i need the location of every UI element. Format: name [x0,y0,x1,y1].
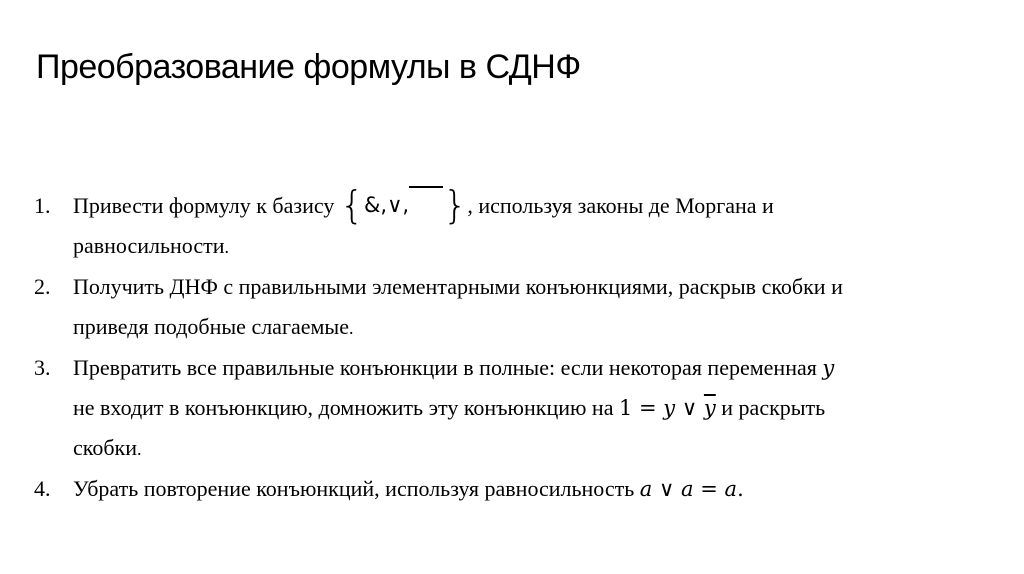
basis-close-brace: } [443,182,468,227]
variable-y: y [822,356,835,380]
formula-y: y [663,396,676,420]
item-4-text: Убрать повторение конъюнкций, используя равносильность [73,476,640,501]
item-text [73,182,994,267]
item-number: 4. [34,476,51,501]
basis-operations: &,∨, [364,192,410,217]
item-number: 3. [34,355,51,380]
item-3-line-2: не входит в конъюнкцию, домножить эту конъюнкцию на [73,395,619,420]
slide-title: Преобразование формулы в СДНФ [36,48,581,86]
formula-y-negated: $\overline{y}$ [703,396,716,420]
basis-open-brace: { [339,182,365,227]
formula-a-1: a [639,477,653,501]
formula-or: ∨ [652,477,682,501]
item-2-period: . [348,318,354,338]
item-3-line-3: скобки [73,435,137,460]
formula-a-2: a [681,477,694,501]
item-text [73,267,994,348]
item-number: 2. [34,274,51,299]
item-1-text-start: Привести формулу к базису [73,193,340,218]
item-2-line-2: приведя подобные слагаемые [73,314,349,339]
formula-a-3: a [724,477,738,501]
item-1-text-end: , используя законы де Моргана и [467,193,774,218]
item-3-period: . [137,439,142,459]
formula-or: ∨ [675,396,704,420]
item-1-line-2: равносильности [73,233,225,258]
negation-bar-symbol [409,186,443,208]
item-number: 1. [34,193,51,218]
list-item-2 [34,267,994,348]
item-3-line-2-end: и раскрыть [715,395,826,420]
steps-list [34,182,994,509]
list-item-3 [34,348,994,469]
formula-one-equals: 1 = [618,396,664,420]
item-text [73,469,994,509]
list-item-1 [34,182,994,267]
formula-equals: = [693,477,725,501]
basis-set [340,183,467,225]
item-3-text: Превратить все правильные конъюнкции в полные: если некоторая переменная [73,355,823,380]
item-4-period: . [737,477,744,501]
item-2-text: Получить ДНФ с правильными элементарными конъюнкциями, раскрыв скобки и [73,274,843,299]
list-item-4 [34,469,994,509]
item-1-period: . [224,237,229,257]
item-text [73,348,994,469]
